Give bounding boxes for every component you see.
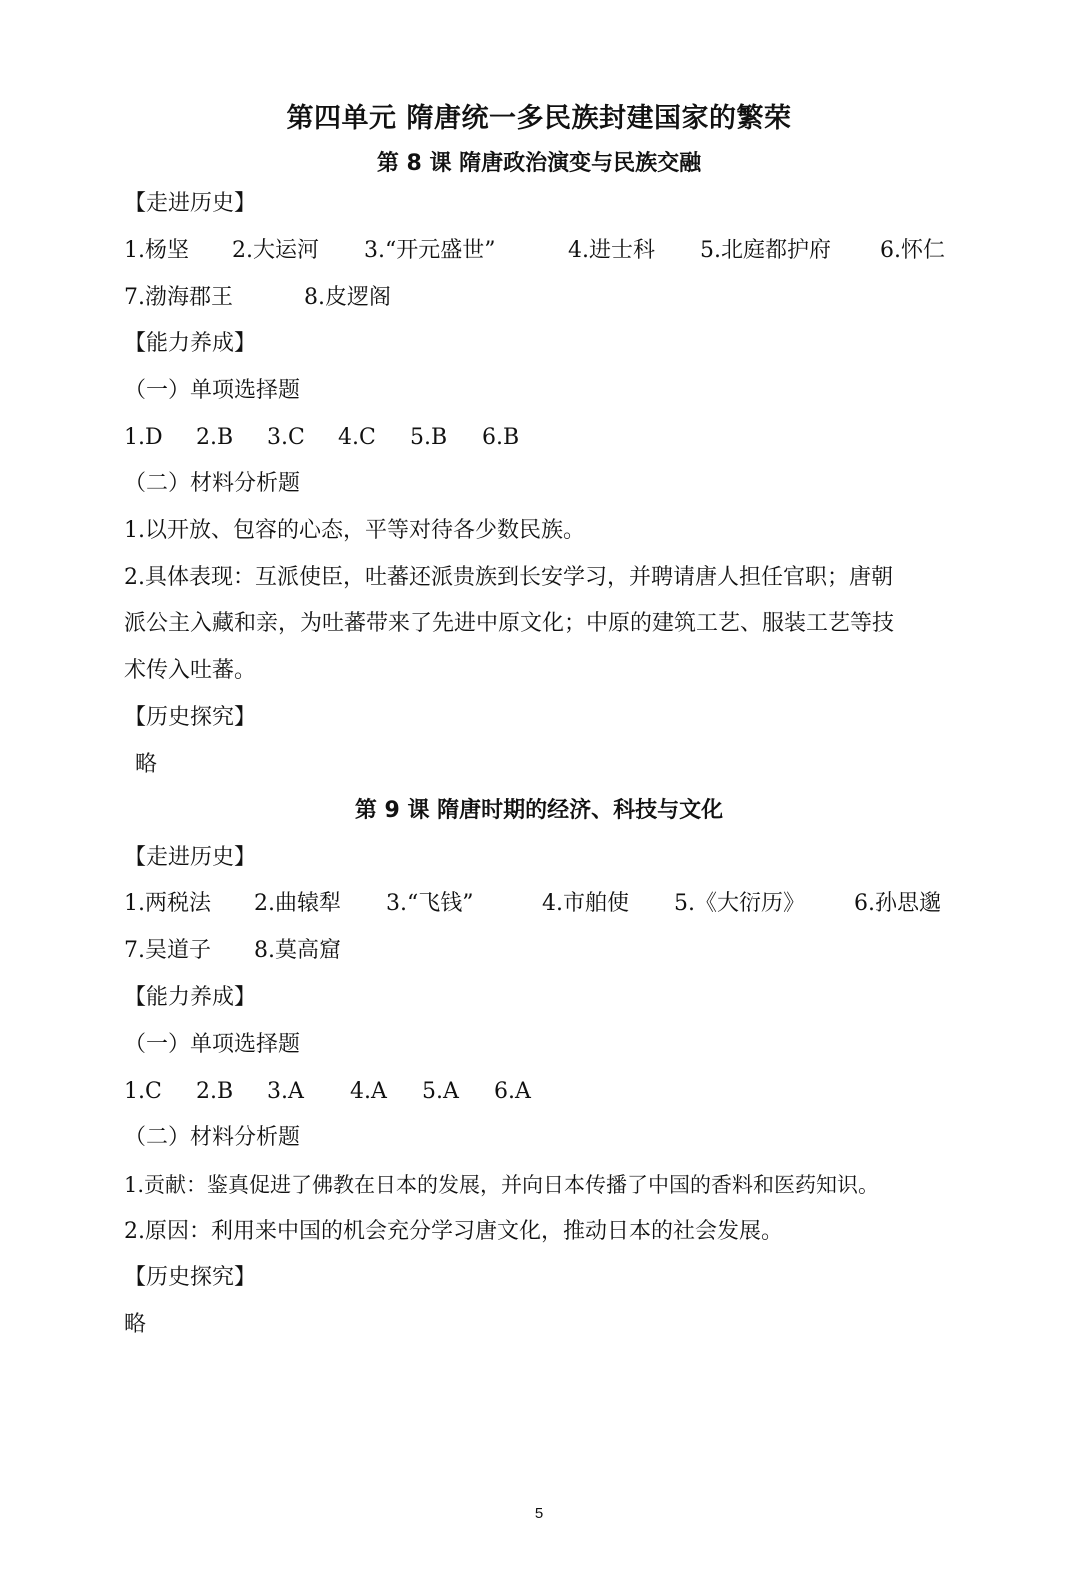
lesson-8-title: 第 8 课 隋唐政治演变与民族交融 [376,151,702,176]
lesson-8-section-ability: 【能力养成】 [124,331,257,356]
choice-answer: 2.B [196,1079,234,1104]
answer-item: 3.“飞钱” [386,891,474,916]
lesson-8-sub-material: （二）材料分析题 [124,471,301,496]
answer-item: 2.曲辕犁 [254,891,341,916]
answer-item: 2.大运河 [232,238,319,263]
choice-answer: 1.D [124,425,163,450]
choice-answer: 5.B [410,425,448,450]
lesson-8-material-2-line-3: 术传入吐蕃。 [124,658,257,683]
lesson-9-section-explore: 【历史探究】 [124,1265,257,1290]
lesson-8-history-row-2 [124,282,964,314]
lesson-9-material-2: 2.原因：利用来中国的机会充分学习唐文化，推动日本的社会发展。 [124,1219,783,1244]
lesson-9-choice-answers [124,1076,964,1108]
lesson-9-section-ability: 【能力养成】 [124,985,257,1010]
choice-answer: 6.A [494,1079,531,1104]
lesson-8-section-explore: 【历史探究】 [124,705,257,730]
lesson-8-material-1: 1.以开放、包容的心态，平等对待各少数民族。 [124,518,585,543]
answer-item: 6.孙思邈 [854,891,941,916]
answer-item: 8.皮逻阁 [304,285,391,310]
answer-item: 7.吴道子 [124,938,211,963]
choice-answer: 2.B [196,425,234,450]
choice-answer: 5.A [422,1079,459,1104]
answer-item: 1.两税法 [124,891,211,916]
answer-item: 5.《大衍历》 [674,891,805,916]
lesson-9-history-row-2 [124,935,964,967]
lesson-9-explore-answer: 略 [124,1312,147,1337]
lesson-8-history-row-1 [124,235,964,267]
answer-item: 4.进士科 [568,238,655,263]
choice-answer: 1.C [124,1079,162,1104]
answer-item: 8.莫高窟 [254,938,341,963]
choice-answer: 3.C [267,425,305,450]
choice-answer: 6.B [482,425,520,450]
answer-item: 4.市舶使 [542,891,629,916]
choice-answer: 4.A [350,1079,387,1104]
lesson-8-sub-choice: （一）单项选择题 [124,378,301,403]
lesson-9-sub-choice: （一）单项选择题 [124,1032,301,1057]
choice-answer: 4.C [338,425,376,450]
answer-item: 3.“开元盛世” [364,238,496,263]
lesson-9-material-1: 1.贡献：鉴真促进了佛教在日本的发展，并向日本传播了中国的香料和医药知识。 [124,1173,880,1197]
answer-item: 5.北庭都护府 [700,238,831,263]
choice-answer: 3.A [267,1079,304,1104]
lesson-9-section-history: 【走进历史】 [124,845,257,870]
lesson-8-material-2-line-1: 2.具体表现：互派使臣，吐蕃还派贵族到长安学习，并聘请唐人担任官职；唐朝 [124,565,893,590]
answer-item: 7.渤海郡王 [124,285,233,310]
lesson-8-material-2-line-2: 派公主入藏和亲，为吐蕃带来了先进中原文化；中原的建筑工艺、服装工艺等技 [124,611,895,636]
answer-item: 6.怀仁 [880,238,945,263]
lesson-9-title: 第 9 课 隋唐时期的经济、科技与文化 [354,798,724,823]
page-number: 5 [534,1505,544,1522]
unit-title: 第四单元 隋唐统一多民族封建国家的繁荣 [286,103,792,134]
lesson-9-history-row-1 [124,888,964,920]
answer-item: 1.杨坚 [124,238,189,263]
lesson-9-sub-material: （二）材料分析题 [124,1125,301,1150]
lesson-8-section-history: 【走进历史】 [124,191,257,216]
lesson-8-explore-answer: 略 [135,752,158,777]
lesson-8-choice-answers [124,422,964,454]
